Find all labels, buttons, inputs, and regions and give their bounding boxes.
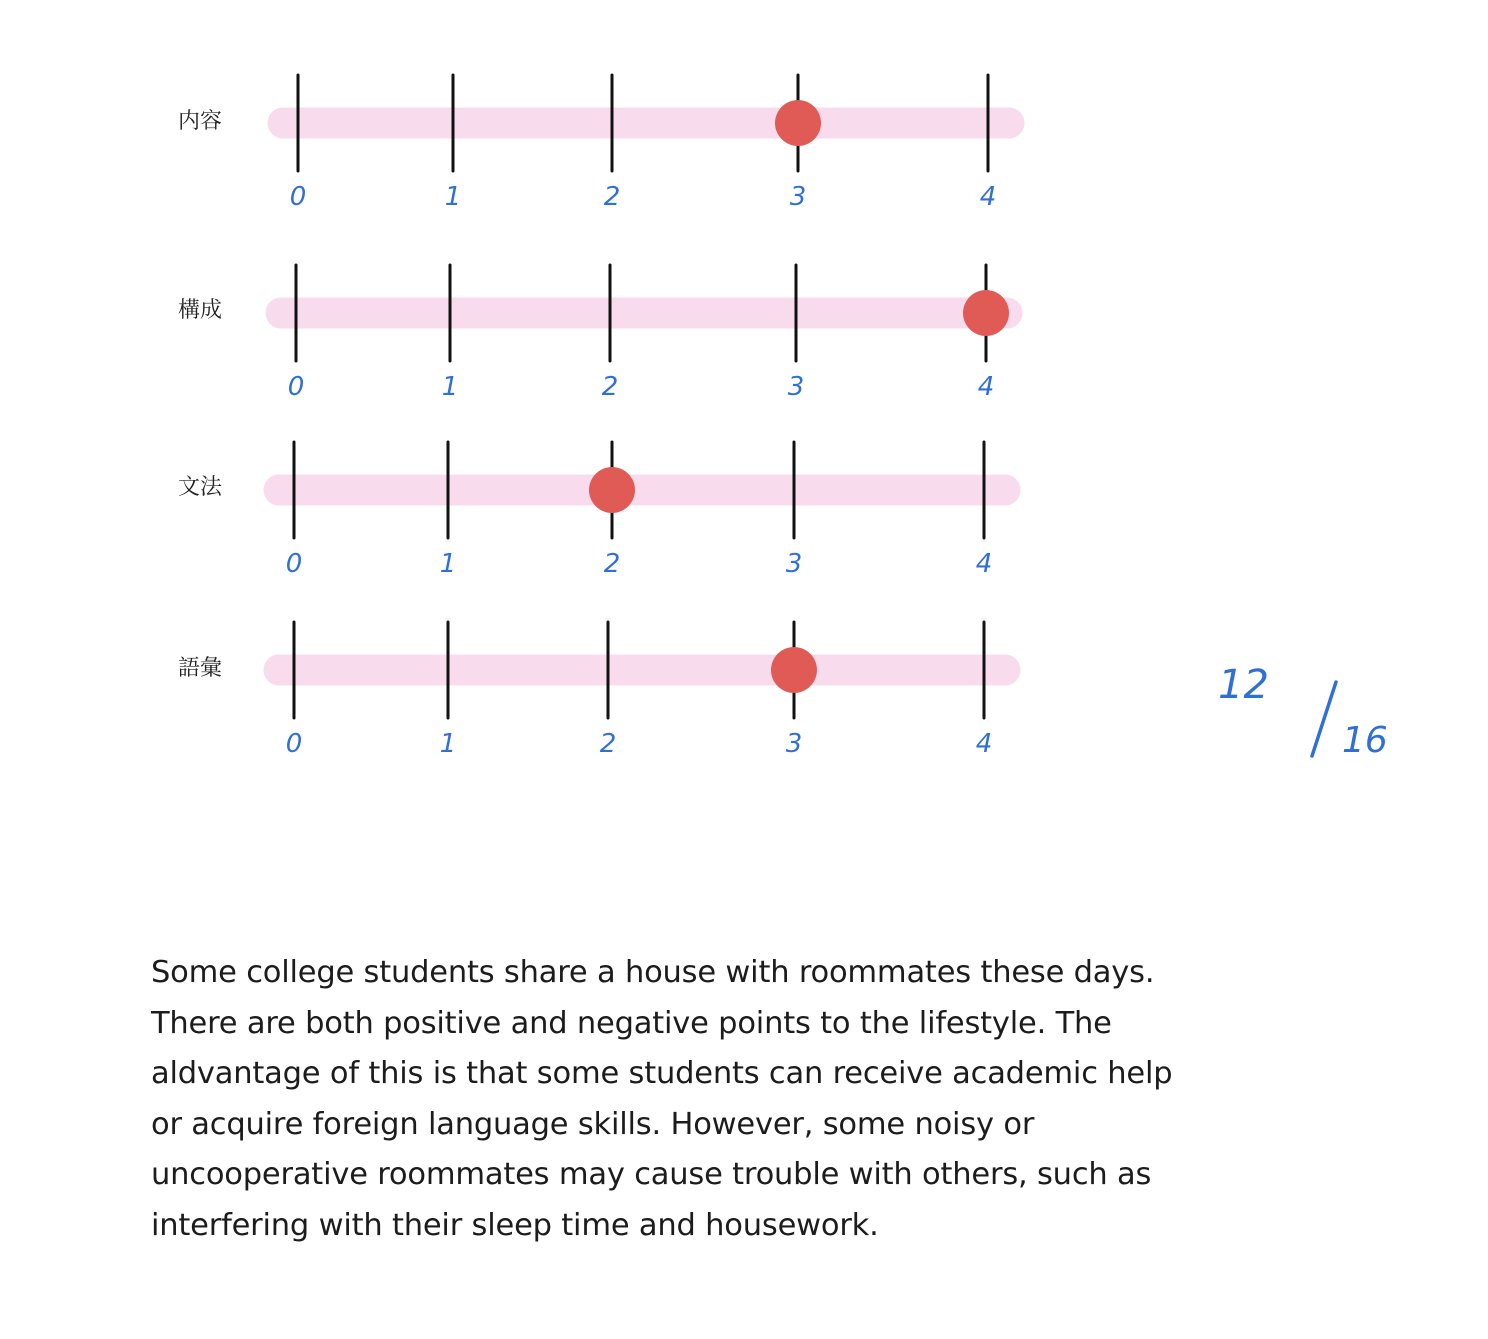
scale-tick-label-grammar-2: 2 (603, 549, 621, 579)
fraction-slash (1312, 682, 1336, 756)
score-marker-structure (963, 290, 1009, 336)
total-score-max: 16 (1342, 720, 1388, 761)
scale-tick-label-content-3: 3 (789, 182, 807, 212)
scale-tick-label-structure-2: 2 (601, 372, 619, 402)
criterion-label-vocabulary: 語彙 (178, 656, 223, 681)
scale-tick-label-grammar-1: 1 (439, 549, 457, 579)
score-marker-vocabulary (771, 647, 817, 693)
scale-tick-label-content-1: 1 (444, 182, 462, 212)
scale-tick-label-structure-0: 0 (287, 372, 305, 402)
scale-tick-label-grammar-3: 3 (785, 549, 803, 579)
essay-text: Some college students share a house with roommates these days. There are both positive and negative points to the lifestyle. The aldvantage of this is that some students can receive academic help or acquire foreign language skills. However, some noisy or uncooperative roommates may cause trouble with others, such as interfering with their sleep time and housework. (151, 955, 1173, 1243)
score-marker-grammar (589, 467, 635, 513)
score-marker-content (775, 100, 821, 146)
scale-tick-label-vocabulary-1: 1 (439, 729, 457, 759)
scale-tick-label-content-2: 2 (603, 182, 621, 212)
scale-tick-label-grammar-4: 4 (975, 549, 993, 579)
rating-scales-graphic (0, 0, 1100, 800)
criterion-label-content: 内容 (178, 109, 223, 134)
scale-tick-label-structure-3: 3 (787, 372, 805, 402)
scale-tick-label-grammar-0: 0 (285, 549, 303, 579)
total-score-value: 12 (1218, 662, 1269, 708)
scale-tick-label-vocabulary-2: 2 (599, 729, 617, 759)
scale-tick-label-vocabulary-0: 0 (285, 729, 303, 759)
scale-tick-label-vocabulary-3: 3 (785, 729, 803, 759)
scale-tick-label-structure-1: 1 (441, 372, 459, 402)
criterion-label-structure: 構成 (178, 298, 223, 323)
scale-tick-label-structure-4: 4 (977, 372, 995, 402)
criterion-label-grammar: 文法 (178, 475, 223, 500)
scale-tick-label-vocabulary-4: 4 (975, 729, 993, 759)
total-score-handwritten (1200, 660, 1410, 770)
scale-tick-label-content-4: 4 (979, 182, 997, 212)
scale-tick-label-content-0: 0 (289, 182, 307, 212)
